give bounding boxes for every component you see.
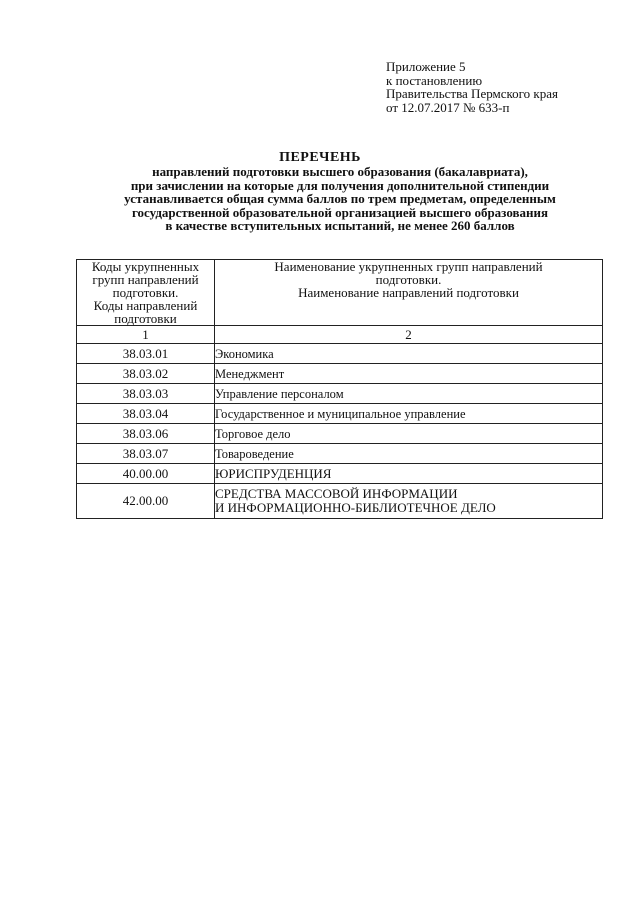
table-row	[77, 444, 603, 464]
direction-name-line: И ИНФОРМАЦИОННО-БИБЛИОТЕЧНОЕ ДЕЛО	[215, 500, 496, 515]
column-number: 1	[77, 326, 215, 344]
header-text: групп направлений	[92, 272, 199, 287]
subtitle-line: направлений подготовки высшего образования (бакалавриата),	[152, 164, 528, 179]
direction-code: 38.03.02	[77, 364, 215, 384]
subtitle-line: государственной образовательной организацией высшего образования	[131, 204, 549, 220]
table-header-row	[77, 260, 603, 326]
direction-name: Государственное и муниципальное управление	[215, 404, 603, 424]
header-names-cell	[215, 260, 603, 326]
direction-name: Менеджмент	[215, 364, 603, 384]
direction-code: 42.00.00	[77, 484, 215, 519]
direction-name: Экономика	[215, 344, 603, 364]
direction-code: 38.03.07	[77, 444, 215, 464]
table-row	[77, 384, 603, 404]
header-text: подготовки.	[375, 272, 442, 287]
direction-name: Товароведение	[215, 444, 603, 464]
appendix-line: к постановлению	[386, 72, 483, 88]
direction-code: 40.00.00	[77, 464, 215, 484]
direction-code: 38.03.03	[77, 384, 215, 404]
direction-name	[215, 484, 603, 519]
table-row	[77, 404, 603, 424]
table-row	[77, 424, 603, 444]
column-number-row	[77, 326, 603, 344]
document-subtitle	[70, 165, 610, 233]
appendix-line: от 12.07.2017 № 633-п	[386, 99, 510, 115]
table-row	[77, 464, 603, 484]
header-text: подготовки	[114, 311, 177, 326]
direction-name: Торговое дело	[215, 424, 603, 444]
direction-name: Управление персоналом	[215, 384, 603, 404]
subtitle-line: устанавливается общая сумма баллов по трем предметам, определенным	[124, 191, 556, 207]
header-text: подготовки.	[112, 285, 179, 300]
direction-code: 38.03.06	[77, 424, 215, 444]
direction-name-line: СРЕДСТВА МАССОВОЙ ИНФОРМАЦИИ	[215, 486, 458, 501]
table-row	[77, 364, 603, 384]
header-codes-cell	[77, 260, 215, 326]
header-text: Коды укрупненных	[91, 259, 200, 274]
document-title: ПЕРЕЧЕНЬ	[279, 150, 361, 165]
header-text: Наименование направлений подготовки	[298, 285, 519, 300]
column-number: 2	[215, 326, 603, 344]
directions-table	[76, 259, 603, 519]
direction-code: 38.03.04	[77, 404, 215, 424]
header-text: Коды направлений	[93, 298, 198, 313]
table-row	[77, 484, 603, 519]
appendix-header	[386, 60, 558, 114]
header-text: Наименование укрупненных групп направлений	[274, 259, 543, 274]
appendix-line: Приложение 5	[386, 59, 466, 74]
subtitle-line: при зачислении на которые для получения дополнительной стипендии	[130, 177, 550, 193]
direction-name: ЮРИСПРУДЕНЦИЯ	[215, 464, 603, 484]
direction-code: 38.03.01	[77, 344, 215, 364]
appendix-line: Правительства Пермского края	[386, 86, 558, 101]
subtitle-line: в качестве вступительных испытаний, не менее 260 баллов	[165, 218, 515, 234]
table-row	[77, 344, 603, 364]
